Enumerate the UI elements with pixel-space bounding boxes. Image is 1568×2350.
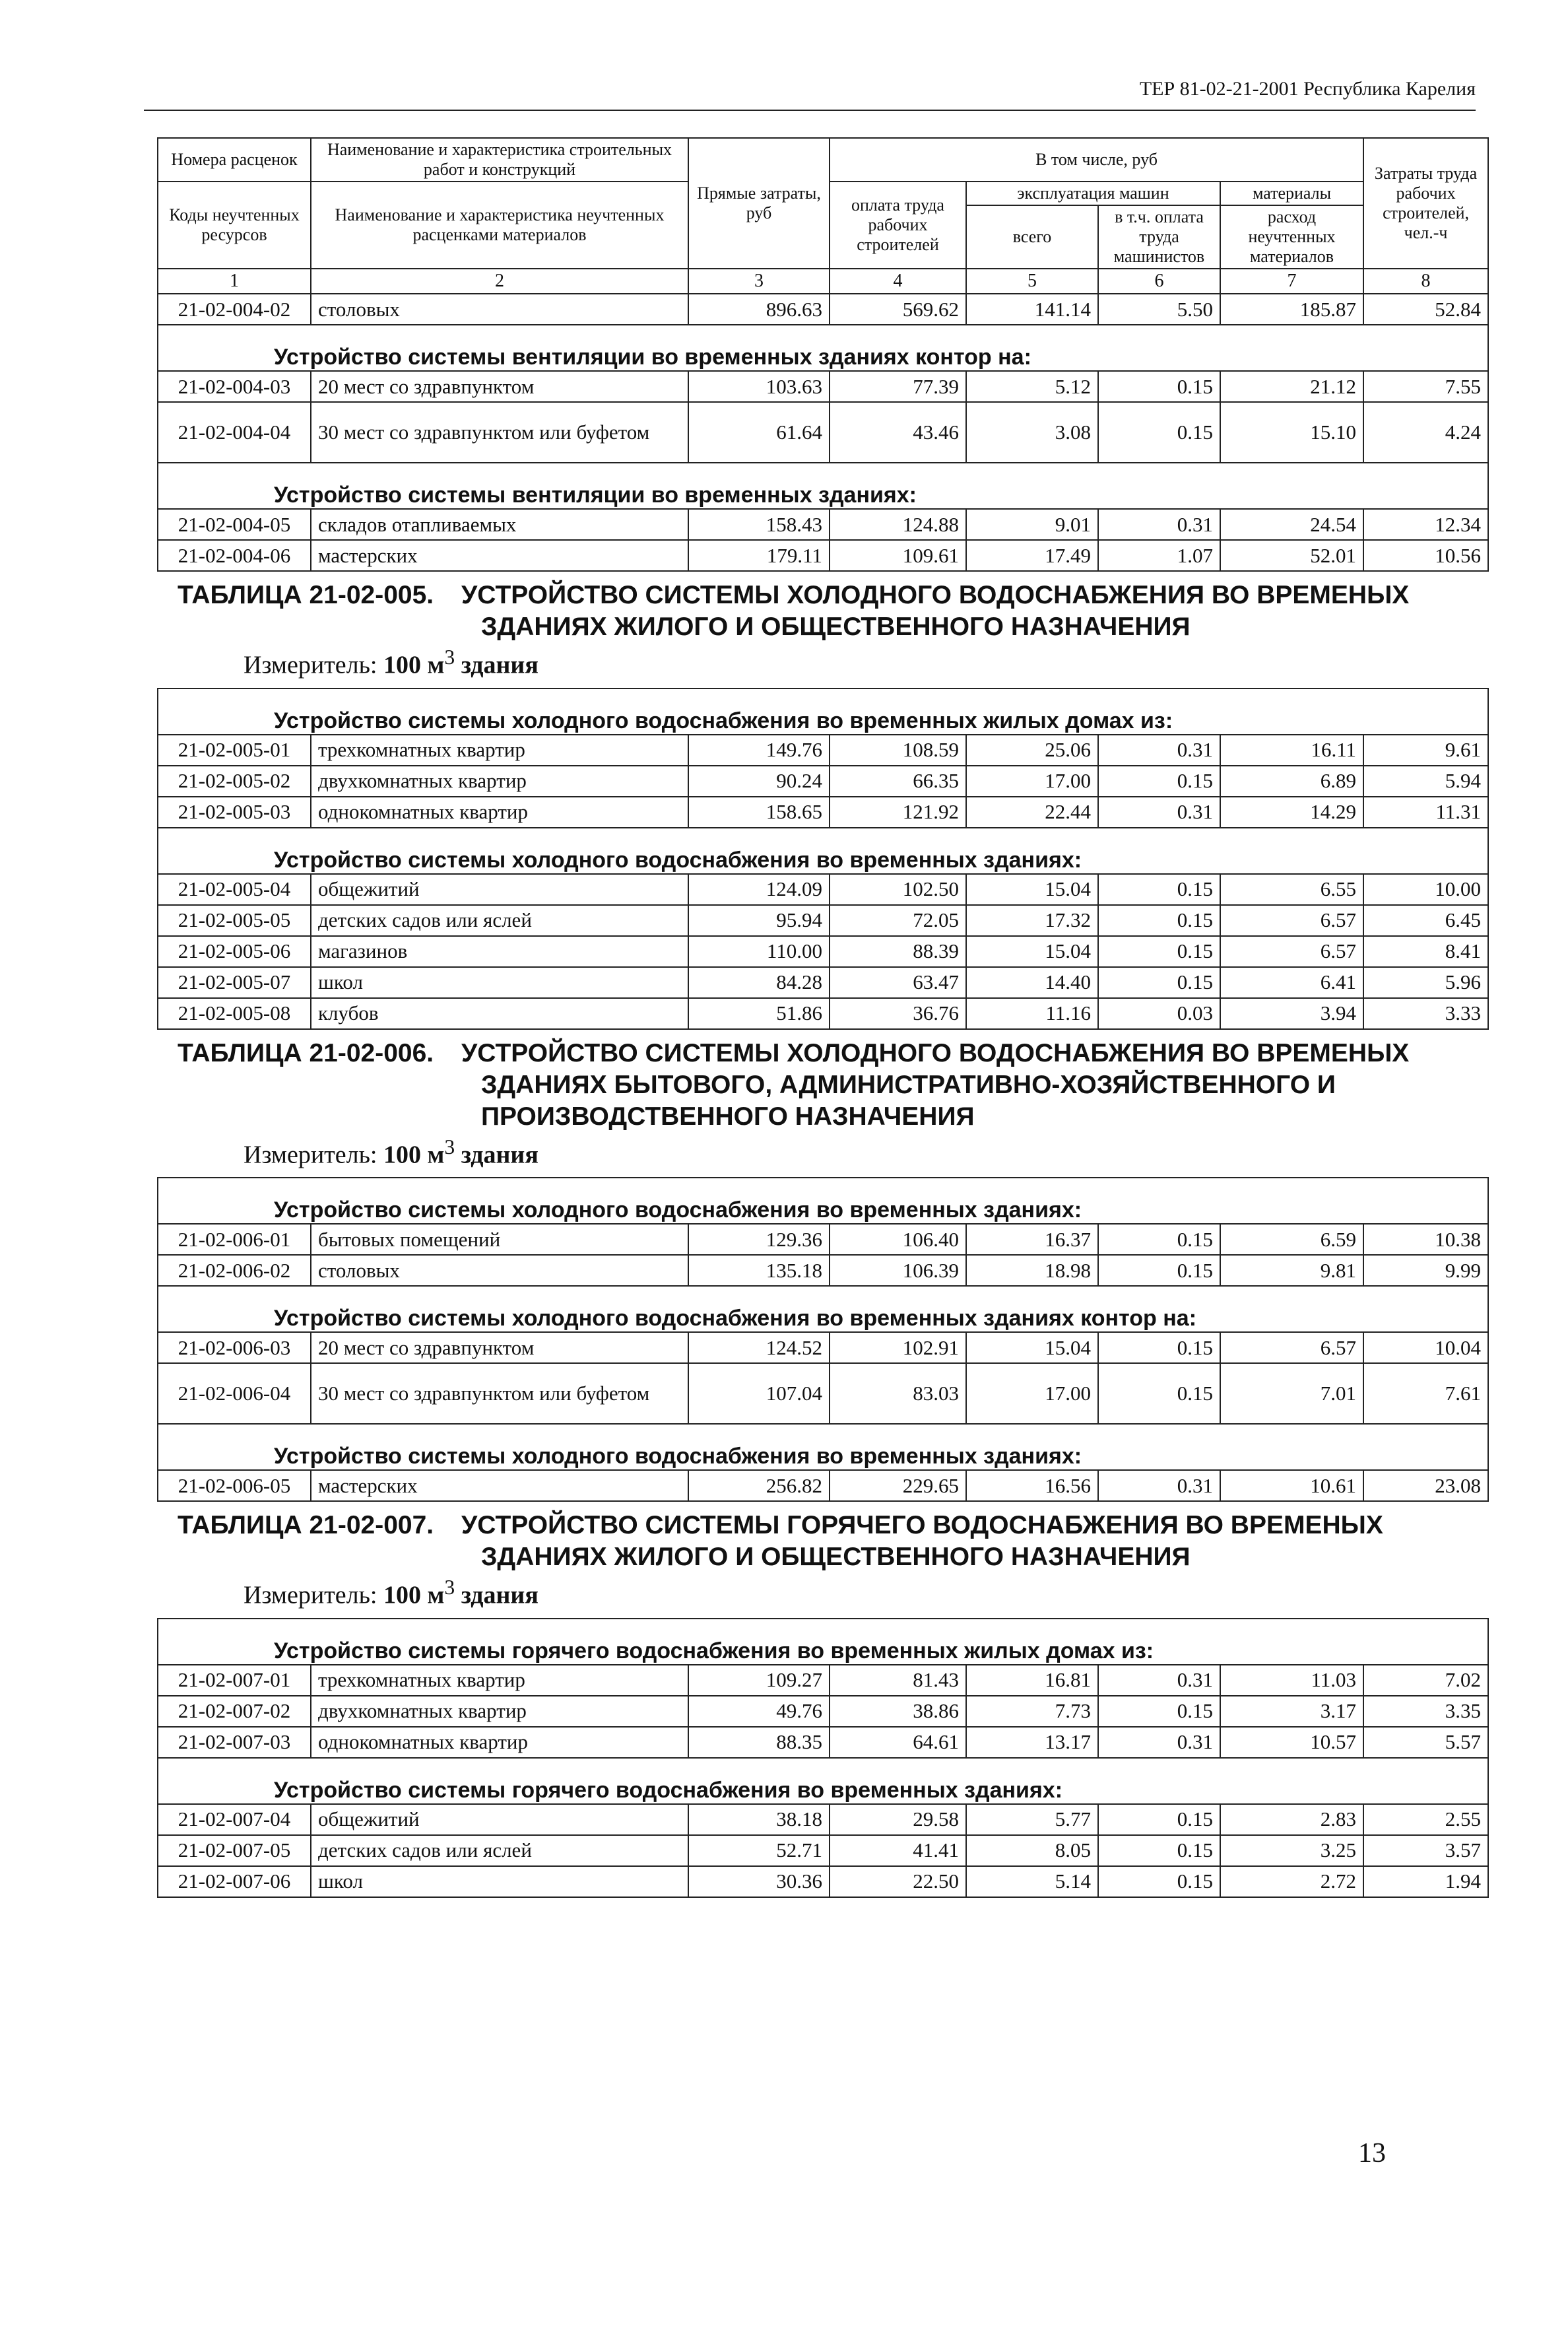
materials: 16.11 [1220, 735, 1363, 766]
running-header: ТЕР 81-02-21-2001 Республика Карелия [1139, 78, 1476, 100]
measure-label: Измеритель: [244, 1141, 377, 1169]
col-number: 1 [158, 269, 311, 294]
materials: 7.01 [1220, 1363, 1363, 1424]
direct-costs: 124.09 [688, 874, 830, 905]
worker-pay: 72.05 [830, 905, 966, 936]
machines-total: 8.05 [966, 1835, 1098, 1866]
table-row [158, 1332, 1488, 1363]
section-heading: Устройство системы холодного водоснабжения во временных зданиях: [158, 1424, 1488, 1470]
section-heading-row [158, 1758, 1488, 1804]
operator-pay: 0.15 [1098, 371, 1220, 402]
rate-code: 21-02-005-03 [158, 797, 311, 828]
operator-pay: 0.31 [1098, 1470, 1220, 1501]
operator-pay: 0.31 [1098, 1727, 1220, 1758]
col-header-materials: материалы [1220, 182, 1363, 205]
measure-unit [158, 643, 1488, 688]
direct-costs: 129.36 [688, 1224, 830, 1255]
direct-costs: 256.82 [688, 1470, 830, 1501]
measure-value: 100 м [383, 651, 445, 679]
labor-costs: 3.57 [1363, 1835, 1488, 1866]
measure-value: 100 м [383, 1581, 445, 1609]
labor-costs: 3.35 [1363, 1696, 1488, 1727]
table-row [158, 1363, 1488, 1424]
col-header-machines-total: всего [966, 205, 1098, 269]
labor-costs: 1.94 [1363, 1866, 1488, 1897]
rate-code: 21-02-005-06 [158, 936, 311, 967]
table-row [158, 1470, 1488, 1501]
rate-code: 21-02-006-03 [158, 1332, 311, 1363]
worker-pay: 63.47 [830, 967, 966, 998]
machines-total: 17.49 [966, 540, 1098, 571]
machines-total: 7.73 [966, 1696, 1098, 1727]
direct-costs: 107.04 [688, 1363, 830, 1424]
labor-costs: 7.55 [1363, 371, 1488, 402]
section-heading: Устройство системы холодного водоснабжения во временных жилых домах из: [158, 688, 1488, 735]
work-name: общежитий [311, 1804, 688, 1835]
rate-code: 21-02-006-05 [158, 1470, 311, 1501]
table-row [158, 967, 1488, 998]
operator-pay: 0.15 [1098, 967, 1220, 998]
materials: 3.25 [1220, 1835, 1363, 1866]
operator-pay: 0.15 [1098, 766, 1220, 797]
worker-pay: 121.92 [830, 797, 966, 828]
materials: 10.61 [1220, 1470, 1363, 1501]
operator-pay: 0.03 [1098, 998, 1220, 1029]
table-row [158, 540, 1488, 571]
labor-costs: 4.24 [1363, 402, 1488, 463]
work-name: 20 мест со здравпунктом [311, 371, 688, 402]
work-name: 30 мест со здравпунктом или буфетом [311, 1363, 688, 1424]
measure-object: здания [461, 651, 539, 679]
labor-costs: 10.56 [1363, 540, 1488, 571]
materials: 6.57 [1220, 905, 1363, 936]
worker-pay: 64.61 [830, 1727, 966, 1758]
machines-total: 17.00 [966, 766, 1098, 797]
col-number: 5 [966, 269, 1098, 294]
work-name: общежитий [311, 874, 688, 905]
machines-total: 22.44 [966, 797, 1098, 828]
section-heading: Устройство системы холодного водоснабжения во временных зданиях: [158, 828, 1488, 874]
measure-sup: 3 [444, 646, 455, 669]
table-row [158, 998, 1488, 1029]
worker-pay: 77.39 [830, 371, 966, 402]
col-header-materials-usage: расход неучтенных материалов [1220, 205, 1363, 269]
labor-costs: 5.94 [1363, 766, 1488, 797]
operator-pay: 0.15 [1098, 1363, 1220, 1424]
direct-costs: 110.00 [688, 936, 830, 967]
work-name: однокомнатных квартир [311, 797, 688, 828]
section-heading: Устройство системы горячего водоснабжения во временных жилых домах из: [158, 1619, 1488, 1665]
work-name: столовых [311, 1255, 688, 1286]
worker-pay: 66.35 [830, 766, 966, 797]
table-title-line: ЗДАНИЯХ ЖИЛОГО И ОБЩЕСТВЕННОГО НАЗНАЧЕНИЯ [481, 1543, 1191, 1572]
table-title [158, 1502, 1488, 1573]
measure-unit [158, 1573, 1488, 1618]
operator-pay: 0.15 [1098, 905, 1220, 936]
col-header-labor-costs: Затраты труда рабочих строителей, чел.-ч [1363, 138, 1488, 269]
direct-costs: 149.76 [688, 735, 830, 766]
materials: 52.01 [1220, 540, 1363, 571]
operator-pay: 0.15 [1098, 402, 1220, 463]
direct-costs: 49.76 [688, 1696, 830, 1727]
worker-pay: 102.50 [830, 874, 966, 905]
table-row [158, 1835, 1488, 1866]
operator-pay: 0.15 [1098, 1696, 1220, 1727]
labor-costs: 6.45 [1363, 905, 1488, 936]
labor-costs: 23.08 [1363, 1470, 1488, 1501]
machines-total: 3.08 [966, 402, 1098, 463]
materials: 2.83 [1220, 1804, 1363, 1835]
labor-costs: 2.55 [1363, 1804, 1488, 1835]
worker-pay: 569.62 [830, 294, 966, 325]
work-name: трехкомнатных квартир [311, 1665, 688, 1696]
table-row [158, 766, 1488, 797]
section-heading: Устройство системы вентиляции во временных зданиях контор на: [158, 325, 1488, 371]
rate-code: 21-02-007-03 [158, 1727, 311, 1758]
direct-costs: 30.36 [688, 1866, 830, 1897]
rate-code: 21-02-004-05 [158, 509, 311, 540]
section-heading-row [158, 1424, 1488, 1470]
table-row [158, 905, 1488, 936]
col-header-direct-costs: Прямые затраты, руб [688, 138, 830, 269]
table-row [158, 1866, 1488, 1897]
work-name: мастерских [311, 1470, 688, 1501]
machines-total: 16.81 [966, 1665, 1098, 1696]
col-header-work-name: Наименование и характеристика строительных работ и конструкций [311, 138, 688, 182]
rate-code: 21-02-005-05 [158, 905, 311, 936]
table-row [158, 1665, 1488, 1696]
table-row [158, 509, 1488, 540]
direct-costs: 84.28 [688, 967, 830, 998]
table-row [158, 874, 1488, 905]
col-header-machines: эксплуатация машин [966, 182, 1220, 205]
direct-costs: 158.43 [688, 509, 830, 540]
worker-pay: 41.41 [830, 1835, 966, 1866]
measure-sup: 3 [444, 1576, 455, 1599]
table-row [158, 1696, 1488, 1727]
rate-code: 21-02-005-07 [158, 967, 311, 998]
work-name: магазинов [311, 936, 688, 967]
measure-unit [158, 1133, 1488, 1178]
direct-costs: 103.63 [688, 371, 830, 402]
work-name: 30 мест со здравпунктом или буфетом [311, 402, 688, 463]
measure-value: 100 м [383, 1141, 445, 1169]
operator-pay: 0.15 [1098, 1255, 1220, 1286]
table-row [158, 735, 1488, 766]
machines-total: 15.04 [966, 1332, 1098, 1363]
page-number: 13 [1358, 2138, 1386, 2168]
rate-code: 21-02-006-01 [158, 1224, 311, 1255]
machines-total: 15.04 [966, 936, 1098, 967]
direct-costs: 95.94 [688, 905, 830, 936]
table-title-row [158, 1029, 1488, 1178]
table-number: ТАБЛИЦА 21-02-007. [178, 1511, 434, 1540]
operator-pay: 0.31 [1098, 797, 1220, 828]
direct-costs: 88.35 [688, 1727, 830, 1758]
col-number: 2 [311, 269, 688, 294]
worker-pay: 106.39 [830, 1255, 966, 1286]
machines-total: 16.37 [966, 1224, 1098, 1255]
rate-code: 21-02-006-04 [158, 1363, 311, 1424]
worker-pay: 36.76 [830, 998, 966, 1029]
table-title [158, 572, 1488, 643]
table-title [158, 1030, 1488, 1133]
direct-costs: 896.63 [688, 294, 830, 325]
col-header-operator-pay: в т.ч. оплата труда машинистов [1098, 205, 1220, 269]
col-header-worker-pay: оплата труда рабочих строителей [830, 182, 966, 269]
work-name: столовых [311, 294, 688, 325]
labor-costs: 10.38 [1363, 1224, 1488, 1255]
section-heading-row [158, 1286, 1488, 1332]
table-number: ТАБЛИЦА 21-02-006. [178, 1038, 434, 1067]
table-title-line: УСТРОЙСТВО СИСТЕМЫ ХОЛОДНОГО ВОДОСНАБЖЕНИЯ ВО ВРЕМЕНЫХ [461, 581, 1410, 609]
machines-total: 18.98 [966, 1255, 1098, 1286]
table-row [158, 1804, 1488, 1835]
table-title-line: УСТРОЙСТВО СИСТЕМЫ ГОРЯЧЕГО ВОДОСНАБЖЕНИЯ ВО ВРЕМЕНЫХ [461, 1511, 1383, 1540]
col-number: 8 [1363, 269, 1488, 294]
operator-pay: 0.15 [1098, 1835, 1220, 1866]
materials: 6.57 [1220, 936, 1363, 967]
operator-pay: 0.15 [1098, 1224, 1220, 1255]
materials: 6.59 [1220, 1224, 1363, 1255]
work-name: трехкомнатных квартир [311, 735, 688, 766]
col-number: 7 [1220, 269, 1363, 294]
col-number: 3 [688, 269, 830, 294]
table-title-line: ПРОИЗВОДСТВЕННОГО НАЗНАЧЕНИЯ [481, 1102, 975, 1131]
rate-code: 21-02-007-05 [158, 1835, 311, 1866]
work-name: складов отапливаемых [311, 509, 688, 540]
section-heading-row [158, 688, 1488, 735]
section-heading-row [158, 828, 1488, 874]
work-name: двухкомнатных квартир [311, 766, 688, 797]
labor-costs: 10.00 [1363, 874, 1488, 905]
table-title-line: УСТРОЙСТВО СИСТЕМЫ ХОЛОДНОГО ВОДОСНАБЖЕНИЯ ВО ВРЕМЕНЫХ [461, 1038, 1410, 1067]
direct-costs: 61.64 [688, 402, 830, 463]
operator-pay: 5.50 [1098, 294, 1220, 325]
materials: 6.41 [1220, 967, 1363, 998]
work-name: школ [311, 967, 688, 998]
machines-total: 5.77 [966, 1804, 1098, 1835]
labor-costs: 11.31 [1363, 797, 1488, 828]
direct-costs: 51.86 [688, 998, 830, 1029]
machines-total: 15.04 [966, 874, 1098, 905]
machines-total: 17.32 [966, 905, 1098, 936]
work-name: двухкомнатных квартир [311, 1696, 688, 1727]
col-header-rate-number: Номера расценок [158, 138, 311, 182]
machines-total: 5.14 [966, 1866, 1098, 1897]
rate-code: 21-02-007-01 [158, 1665, 311, 1696]
operator-pay: 0.31 [1098, 509, 1220, 540]
machines-total: 16.56 [966, 1470, 1098, 1501]
worker-pay: 108.59 [830, 735, 966, 766]
labor-costs: 7.02 [1363, 1665, 1488, 1696]
section-heading-row [158, 1178, 1488, 1224]
labor-costs: 12.34 [1363, 509, 1488, 540]
table-row [158, 371, 1488, 402]
materials: 11.03 [1220, 1665, 1363, 1696]
measure-label: Измеритель: [244, 1581, 377, 1609]
work-name: детских садов или яслей [311, 1835, 688, 1866]
measure-object: здания [461, 1141, 539, 1169]
operator-pay: 0.15 [1098, 1332, 1220, 1363]
materials: 2.72 [1220, 1866, 1363, 1897]
direct-costs: 158.65 [688, 797, 830, 828]
rate-code: 21-02-006-02 [158, 1255, 311, 1286]
worker-pay: 106.40 [830, 1224, 966, 1255]
operator-pay: 1.07 [1098, 540, 1220, 571]
materials: 6.57 [1220, 1332, 1363, 1363]
col-header-materials-name: Наименование и характеристика неучтенных расценками материалов [311, 182, 688, 269]
operator-pay: 0.31 [1098, 735, 1220, 766]
worker-pay: 83.03 [830, 1363, 966, 1424]
direct-costs: 124.52 [688, 1332, 830, 1363]
labor-costs: 5.96 [1363, 967, 1488, 998]
materials: 9.81 [1220, 1255, 1363, 1286]
direct-costs: 109.27 [688, 1665, 830, 1696]
rate-code: 21-02-005-02 [158, 766, 311, 797]
materials: 21.12 [1220, 371, 1363, 402]
machines-total: 141.14 [966, 294, 1098, 325]
rate-code: 21-02-005-04 [158, 874, 311, 905]
table-body [158, 294, 1488, 1897]
labor-costs: 9.99 [1363, 1255, 1488, 1286]
worker-pay: 38.86 [830, 1696, 966, 1727]
operator-pay: 0.15 [1098, 1866, 1220, 1897]
work-name: 20 мест со здравпунктом [311, 1332, 688, 1363]
direct-costs: 52.71 [688, 1835, 830, 1866]
worker-pay: 109.61 [830, 540, 966, 571]
section-heading-row [158, 463, 1488, 509]
section-heading-row [158, 1619, 1488, 1665]
table-row [158, 936, 1488, 967]
labor-costs: 7.61 [1363, 1363, 1488, 1424]
materials: 10.57 [1220, 1727, 1363, 1758]
table-row [158, 1255, 1488, 1286]
work-name: однокомнатных квартир [311, 1727, 688, 1758]
labor-costs: 10.04 [1363, 1332, 1488, 1363]
rate-code: 21-02-005-08 [158, 998, 311, 1029]
worker-pay: 29.58 [830, 1804, 966, 1835]
work-name: детских садов или яслей [311, 905, 688, 936]
col-number: 4 [830, 269, 966, 294]
materials: 15.10 [1220, 402, 1363, 463]
table-header [158, 138, 1488, 294]
worker-pay: 102.91 [830, 1332, 966, 1363]
materials: 6.89 [1220, 766, 1363, 797]
direct-costs: 38.18 [688, 1804, 830, 1835]
worker-pay: 22.50 [830, 1866, 966, 1897]
table-row [158, 1727, 1488, 1758]
col-header-incl-group: В том числе, руб [830, 138, 1363, 182]
worker-pay: 81.43 [830, 1665, 966, 1696]
rate-code: 21-02-005-01 [158, 735, 311, 766]
col-header-resource-codes: Коды неучтенных ресурсов [158, 182, 311, 269]
work-name: мастерских [311, 540, 688, 571]
section-heading: Устройство системы горячего водоснабжения во временных зданиях: [158, 1758, 1488, 1804]
machines-total: 13.17 [966, 1727, 1098, 1758]
operator-pay: 0.15 [1098, 936, 1220, 967]
machines-total: 17.00 [966, 1363, 1098, 1424]
labor-costs: 52.84 [1363, 294, 1488, 325]
operator-pay: 0.31 [1098, 1665, 1220, 1696]
worker-pay: 229.65 [830, 1470, 966, 1501]
rate-code: 21-02-007-04 [158, 1804, 311, 1835]
labor-costs: 5.57 [1363, 1727, 1488, 1758]
table-row [158, 797, 1488, 828]
rate-code: 21-02-007-06 [158, 1866, 311, 1897]
materials: 3.17 [1220, 1696, 1363, 1727]
work-name: школ [311, 1866, 688, 1897]
table-title-row [158, 1501, 1488, 1619]
labor-costs: 3.33 [1363, 998, 1488, 1029]
table-row [158, 1224, 1488, 1255]
materials: 24.54 [1220, 509, 1363, 540]
materials: 6.55 [1220, 874, 1363, 905]
machines-total: 9.01 [966, 509, 1098, 540]
rate-code: 21-02-004-03 [158, 371, 311, 402]
measure-object: здания [461, 1581, 539, 1609]
column-numbers-row [158, 269, 1488, 294]
machines-total: 25.06 [966, 735, 1098, 766]
section-heading: Устройство системы вентиляции во временных зданиях: [158, 463, 1488, 509]
worker-pay: 88.39 [830, 936, 966, 967]
machines-total: 14.40 [966, 967, 1098, 998]
worker-pay: 124.88 [830, 509, 966, 540]
table-row [158, 402, 1488, 463]
labor-costs: 8.41 [1363, 936, 1488, 967]
materials: 185.87 [1220, 294, 1363, 325]
measure-label: Измеритель: [244, 651, 377, 679]
direct-costs: 179.11 [688, 540, 830, 571]
direct-costs: 135.18 [688, 1255, 830, 1286]
machines-total: 11.16 [966, 998, 1098, 1029]
table-title-line: ЗДАНИЯХ ЖИЛОГО И ОБЩЕСТВЕННОГО НАЗНАЧЕНИЯ [481, 613, 1191, 641]
rate-code: 21-02-007-02 [158, 1696, 311, 1727]
table-title-line: ЗДАНИЯХ БЫТОВОГО, АДМИНИСТРАТИВНО-ХОЗЯЙСТВЕННОГО И [481, 1070, 1336, 1099]
operator-pay: 0.15 [1098, 1804, 1220, 1835]
table-number: ТАБЛИЦА 21-02-005. [178, 581, 434, 609]
col-number: 6 [1098, 269, 1220, 294]
operator-pay: 0.15 [1098, 874, 1220, 905]
materials: 3.94 [1220, 998, 1363, 1029]
machines-total: 5.12 [966, 371, 1098, 402]
materials: 14.29 [1220, 797, 1363, 828]
rates-table [157, 137, 1489, 1898]
worker-pay: 43.46 [830, 402, 966, 463]
section-heading: Устройство системы холодного водоснабжения во временных зданиях контор на: [158, 1286, 1488, 1332]
rate-code: 21-02-004-06 [158, 540, 311, 571]
measure-sup: 3 [444, 1135, 455, 1158]
labor-costs: 9.61 [1363, 735, 1488, 766]
section-heading-row [158, 325, 1488, 371]
work-name: клубов [311, 998, 688, 1029]
work-name: бытовых помещений [311, 1224, 688, 1255]
section-heading: Устройство системы холодного водоснабжения во временных зданиях: [158, 1178, 1488, 1224]
table-row [158, 294, 1488, 325]
direct-costs: 90.24 [688, 766, 830, 797]
rate-code: 21-02-004-02 [158, 294, 311, 325]
header-rule [144, 110, 1476, 111]
table-title-row [158, 571, 1488, 688]
rate-code: 21-02-004-04 [158, 402, 311, 463]
